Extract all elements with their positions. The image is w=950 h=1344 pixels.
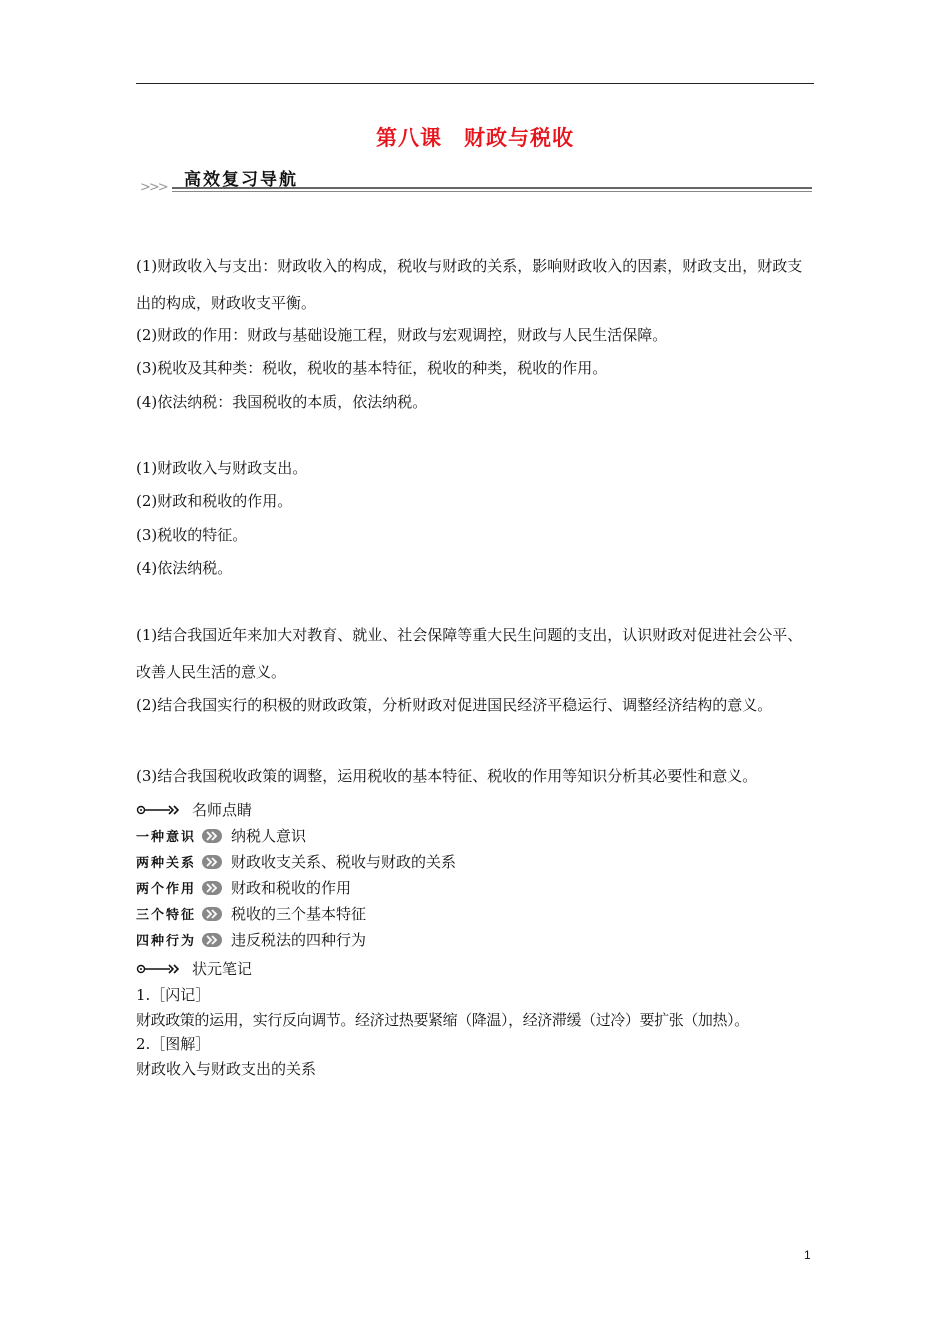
nav-rule — [172, 187, 812, 189]
section3-item: (1)结合我国近年来加大对教育、就业、社会保障等重大民生问题的支出，认识财政对促进社会公平、改善人民生活的意义。 — [136, 626, 803, 681]
nav-heading: 高效复习导航 — [184, 170, 298, 190]
keyword-tag: 一种意识 — [136, 830, 197, 845]
section1-item: (2)财政的作用：财政与基础设施工程，财政与宏观调控，财政与人民生活保障。 — [136, 326, 668, 344]
keyword-row — [136, 877, 351, 898]
note-line: 财政收入与财政支出的关系 — [136, 1060, 317, 1078]
keyword-row — [136, 903, 366, 924]
double-chevron-icon — [202, 933, 222, 947]
double-chevron-icon — [202, 855, 222, 869]
arrow-marker-icon — [136, 804, 182, 816]
keyword-text: 财政和税收的作用 — [231, 879, 352, 897]
note-line: 2.［图解］ — [136, 1035, 211, 1053]
section1-item: (3)税收及其种类：税收，税收的基本特征，税收的种类，税收的作用。 — [136, 359, 608, 377]
nav-arrows-icon: >>> — [140, 180, 167, 195]
keyword-tag: 三个特征 — [136, 908, 197, 923]
section2-item: (4)依法纳税。 — [136, 559, 233, 577]
page-title: 第八课 财政与税收 — [376, 126, 574, 150]
keyword-row — [136, 851, 456, 872]
teacher-heading-row — [136, 799, 252, 820]
notes-heading: 状元笔记 — [192, 960, 253, 978]
double-chevron-icon — [202, 881, 222, 895]
notes-heading-row — [136, 958, 252, 979]
keyword-row — [136, 929, 366, 950]
section1-item: (1)财政收入与支出：财政收入的构成，税收与财政的关系，影响财政收入的因素，财政支出，财政支出的构成，财政收支平衡。 — [136, 257, 803, 312]
keyword-tag: 四种行为 — [136, 934, 197, 949]
keyword-text: 税收的三个基本特征 — [231, 905, 367, 923]
section2-item: (2)财政和税收的作用。 — [136, 492, 293, 510]
double-chevron-icon — [202, 829, 222, 843]
teacher-heading: 名师点睛 — [192, 801, 253, 819]
keyword-text: 财政收支关系、税收与财政的关系 — [231, 853, 457, 871]
section3-item: (3)结合我国税收政策的调整，运用税收的基本特征、税收的作用等知识分析其必要性和意义。 — [136, 767, 758, 785]
double-chevron-icon — [202, 907, 222, 921]
section2-item: (3)税收的特征。 — [136, 526, 248, 544]
section3-item: (2)结合我国实行的积极的财政政策，分析财政对促进国民经济平稳运行、调整经济结构的意义。 — [136, 696, 773, 714]
header-rule — [136, 83, 814, 84]
keyword-row — [136, 825, 306, 846]
section2-item: (1)财政收入与财政支出。 — [136, 459, 308, 477]
nav-rule-thin — [172, 191, 812, 192]
page-number: 1 — [804, 1248, 811, 1262]
keyword-text: 违反税法的四种行为 — [231, 931, 367, 949]
note-line: 财政政策的运用，实行反向调节。经济过热要紧缩（降温），经济滞缓（过冷）要扩张（加热）。 — [136, 1011, 749, 1029]
keyword-tag: 两种关系 — [136, 856, 197, 871]
note-line: 1.［闪记］ — [136, 986, 211, 1004]
section1-item: (4)依法纳税：我国税收的本质，依法纳税。 — [136, 393, 428, 411]
keyword-text: 纳税人意识 — [231, 827, 307, 845]
arrow-marker-icon — [136, 963, 182, 975]
keyword-tag: 两个作用 — [136, 882, 197, 897]
